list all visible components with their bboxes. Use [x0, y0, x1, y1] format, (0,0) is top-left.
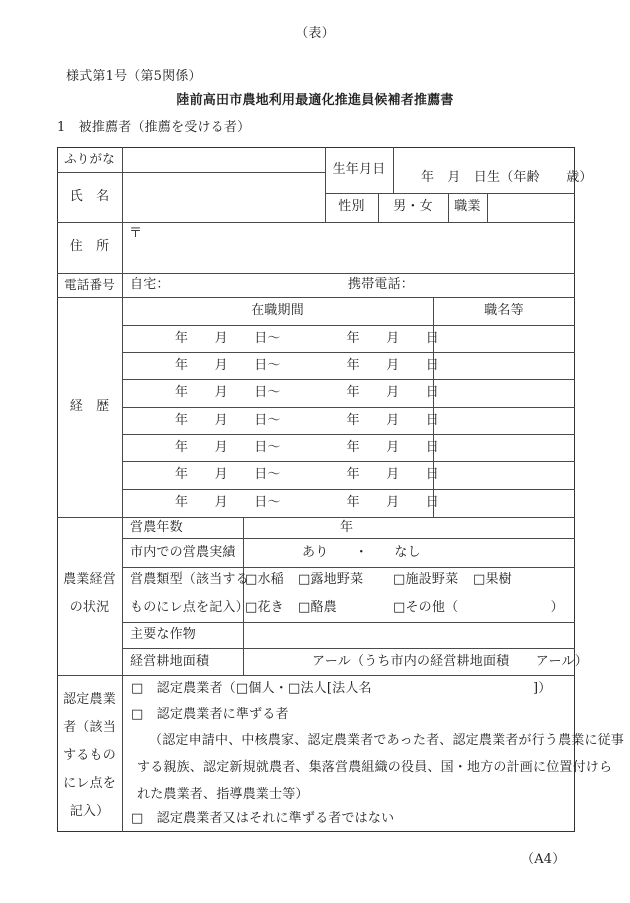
career-row-dates: 年 月 日～ 年 月 日 — [175, 385, 440, 400]
farming-type-label-line1: 営農類型（該当する — [130, 572, 249, 587]
grid-line — [122, 407, 575, 408]
career-label: 経 歴 — [69, 399, 110, 414]
checkbox-greenhouse-vegetables: □施設野菜 — [393, 572, 459, 587]
side-label: （表） — [295, 26, 335, 41]
occupation-label: 職業 — [454, 199, 481, 214]
grid-line — [122, 461, 575, 462]
career-row-dates: 年 月 日～ 年 月 日 — [175, 331, 440, 346]
checkbox-other: □その他（ ） — [393, 600, 564, 615]
grid-line — [325, 193, 575, 194]
checkbox-rice: □水稲 — [245, 572, 284, 587]
certified-farmer-label-line3: するもの — [63, 748, 116, 763]
page-title: 陸前高田市農地利用最適化推進員候補者推薦書 — [176, 93, 454, 108]
cultivated-area-value: アール（うち市内の経営耕地面積 アール） — [312, 654, 588, 669]
checkbox-flowers: □花き — [245, 600, 284, 615]
certified-option-3: □ 認定農業者又はそれに準ずる者ではない — [131, 811, 395, 826]
career-row-dates: 年 月 日～ 年 月 日 — [175, 467, 440, 482]
grid-line — [122, 325, 575, 326]
farming-record-label: 市内での営農実績 — [130, 545, 236, 560]
certified-option-1-close: ]） — [533, 681, 552, 696]
grid-line — [57, 222, 575, 223]
farming-type-label-line2: ものにレ点を記入） — [130, 600, 249, 615]
farming-record-value: あり ・ なし — [302, 545, 421, 560]
grid-line — [487, 193, 488, 222]
career-period-header: 在職期間 — [251, 303, 304, 318]
certified-option-1: □ 認定農業者（□個人・□法人[法人名 — [131, 681, 372, 696]
grid-line — [57, 297, 575, 298]
certified-note-line3: れた農業者、指導農業士等） — [137, 787, 309, 802]
grid-line — [243, 517, 244, 675]
grid-line — [57, 172, 325, 173]
grid-line — [122, 434, 575, 435]
certified-note-line2: する親族、認定新規就農者、集落営農組織の役員、国・地方の計画に位置付けら — [137, 760, 613, 775]
phone-mobile-label: 携帯電話： — [348, 277, 415, 292]
grid-line — [122, 538, 575, 539]
grid-line — [122, 379, 575, 380]
farming-status-label-line2: の状況 — [69, 600, 110, 615]
grid-line — [122, 567, 575, 568]
cultivated-area-label: 経営耕地面積 — [130, 654, 210, 669]
grid-line — [393, 147, 394, 193]
address-label: 住 所 — [69, 239, 110, 254]
name-label: 氏 名 — [69, 189, 110, 204]
phone-home-label: 自宅： — [130, 277, 170, 292]
certified-note-line1: （認定申請中、中核農家、認定農業者であった者、認定農業者が行う農業に従事 — [149, 733, 625, 748]
career-row-dates: 年 月 日～ 年 月 日 — [175, 440, 440, 455]
grid-line — [122, 489, 575, 490]
grid-line — [57, 517, 575, 518]
checkbox-dairy: □酪農 — [298, 600, 337, 615]
farming-years-value: 年 — [340, 520, 354, 535]
furigana-label: ふりがな — [64, 151, 115, 166]
paper-size-label: （A4） — [521, 852, 566, 867]
certified-farmer-label-line1: 認定農業 — [63, 692, 116, 707]
main-crops-label: 主要な作物 — [130, 627, 197, 642]
grid-line — [122, 622, 575, 623]
postal-mark: 〒 — [129, 226, 143, 241]
career-row-dates: 年 月 日～ 年 月 日 — [175, 495, 440, 510]
grid-line — [57, 675, 575, 676]
certified-farmer-label-line4: にレ点を — [63, 776, 116, 791]
sex-value: 男・女 — [393, 199, 433, 214]
section-heading: 1 被推薦者（推薦を受ける者） — [57, 120, 251, 135]
sex-label: 性別 — [338, 199, 365, 214]
birthdate-label: 生年月日 — [332, 162, 386, 177]
form-number: 様式第1号（第5関係） — [66, 69, 202, 84]
farming-years-label: 営農年数 — [130, 520, 183, 535]
birthdate-value: 年 月 日生（年齢 歳） — [421, 170, 593, 185]
phone-label: 電話番号 — [64, 277, 115, 292]
certified-farmer-label-line2: 者（該当 — [63, 720, 116, 735]
grid-line — [122, 648, 575, 649]
certified-farmer-label-line5: 記入） — [69, 804, 110, 819]
career-row-dates: 年 月 日～ 年 月 日 — [175, 358, 440, 373]
certified-option-2: □ 認定農業者に準ずる者 — [131, 707, 289, 722]
grid-line — [122, 352, 575, 353]
farming-status-label-line1: 農業経営 — [63, 572, 116, 587]
checkbox-open-field-vegetables: □露地野菜 — [298, 572, 364, 587]
career-row-dates: 年 月 日～ 年 月 日 — [175, 413, 440, 428]
checkbox-fruit-trees: □果樹 — [473, 572, 512, 587]
grid-line — [57, 273, 575, 274]
career-title-header: 職名等 — [484, 303, 524, 318]
